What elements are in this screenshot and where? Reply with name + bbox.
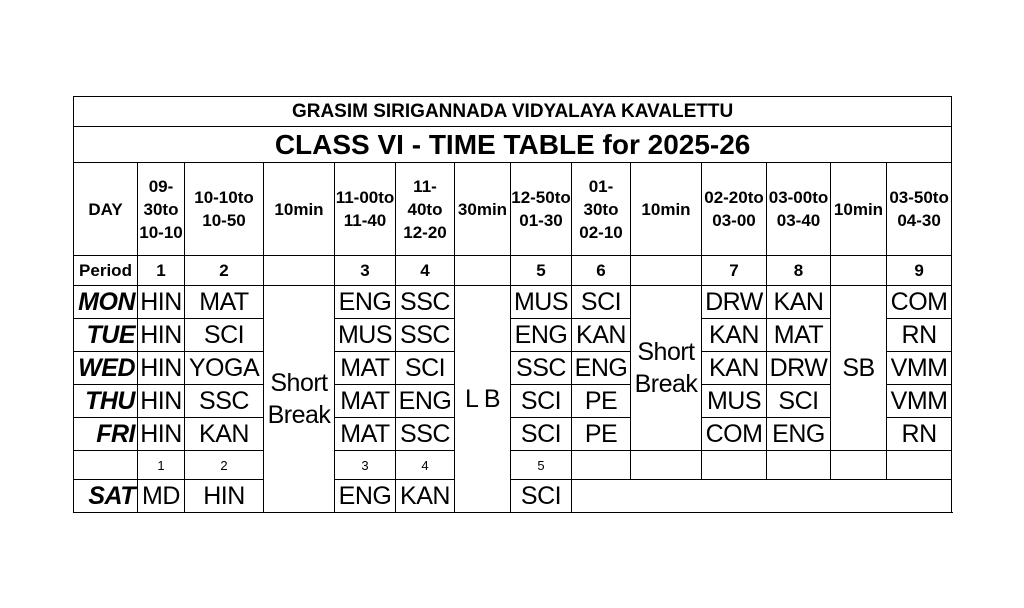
subject-cell: SSC (511, 352, 572, 385)
period-number: 3 (335, 256, 396, 286)
period-gap (264, 256, 335, 286)
short-break-2: Short Break (631, 286, 702, 451)
day-header: DAY (74, 163, 138, 256)
period-number: 8 (767, 256, 831, 286)
subject-cell: COM (887, 286, 952, 319)
school-name: GRASIM SIRIGANNADA VIDYALAYA KAVALETTU (74, 97, 952, 127)
day-name: FRI (74, 418, 138, 451)
subject-cell: MAT (185, 286, 264, 319)
empty-cell (631, 451, 702, 480)
period-gap (831, 256, 887, 286)
subject-cell: SSC (396, 418, 455, 451)
period-number: 9 (887, 256, 952, 286)
lunch-break: L B (455, 286, 511, 513)
time-slot-header: 03-00to 03-40 (767, 163, 831, 256)
subject-cell: DRW (767, 352, 831, 385)
subject-cell: PE (572, 385, 631, 418)
time-slot-header: 11-00to 11-40 (335, 163, 396, 256)
subject-cell: KAN (702, 319, 767, 352)
subject-cell: SSC (185, 385, 264, 418)
subject-cell: KAN (702, 352, 767, 385)
period-number: 2 (185, 451, 264, 480)
empty-cell (887, 451, 952, 480)
subject-cell: KAN (767, 286, 831, 319)
period-number: 3 (335, 451, 396, 480)
day-name: TUE (74, 319, 138, 352)
day-row-fri (74, 418, 952, 451)
subject-cell: MD (138, 480, 185, 513)
subject-cell: MAT (335, 418, 396, 451)
day-row-sat (74, 480, 952, 513)
day-row-thu (74, 385, 952, 418)
period-label: Period (74, 256, 138, 286)
period-number: 2 (185, 256, 264, 286)
empty-cell (831, 451, 887, 480)
period-number: 7 (702, 256, 767, 286)
subject-cell: ENG (335, 480, 396, 513)
page-title: CLASS VI - TIME TABLE for 2025-26 (74, 127, 952, 163)
period-gap (631, 256, 702, 286)
time-slot-header: 10-10to 10-50 (185, 163, 264, 256)
day-name: MON (74, 286, 138, 319)
empty-cell (767, 451, 831, 480)
subject-cell: ENG (767, 418, 831, 451)
time-slot-header: 02-20to 03-00 (702, 163, 767, 256)
subject-cell: MAT (335, 352, 396, 385)
break-duration-header: 10min (264, 163, 335, 256)
period-number: 6 (572, 256, 631, 286)
time-slot-header: 11-40to 12-20 (396, 163, 455, 256)
subject-cell: HIN (138, 286, 185, 319)
subject-cell: KAN (185, 418, 264, 451)
subject-cell: HIN (138, 352, 185, 385)
subject-cell: HIN (138, 319, 185, 352)
empty-cell (572, 451, 631, 480)
timetable (73, 96, 952, 513)
subject-cell: YOGA (185, 352, 264, 385)
subject-cell: KAN (572, 319, 631, 352)
period-number: 4 (396, 451, 455, 480)
subject-cell: SCI (767, 385, 831, 418)
short-break-1: Short Break (264, 286, 335, 513)
subject-cell: ENG (511, 319, 572, 352)
subject-cell: VMM (887, 352, 952, 385)
day-row-tue (74, 319, 952, 352)
period-number: 5 (511, 256, 572, 286)
period-number: 4 (396, 256, 455, 286)
subject-cell: DRW (702, 286, 767, 319)
subject-cell: MAT (767, 319, 831, 352)
time-header-row (74, 163, 952, 256)
day-name: WED (74, 352, 138, 385)
subject-cell: MUS (511, 286, 572, 319)
subject-cell: SCI (511, 480, 572, 513)
subject-cell: VMM (887, 385, 952, 418)
period-number: 1 (138, 451, 185, 480)
subject-cell: HIN (138, 385, 185, 418)
time-slot-header: 12-50to 01-30 (511, 163, 572, 256)
break-duration-header: 10min (631, 163, 702, 256)
subject-cell: MAT (335, 385, 396, 418)
subject-cell: HIN (185, 480, 264, 513)
subject-cell: COM (702, 418, 767, 451)
break-duration-header: 10min (831, 163, 887, 256)
subject-cell: ENG (335, 286, 396, 319)
time-slot-header: 01-30to 02-10 (572, 163, 631, 256)
empty-cell (702, 451, 767, 480)
subject-cell: SSC (396, 286, 455, 319)
subject-cell: SCI (396, 352, 455, 385)
saturday-period-row (74, 451, 952, 480)
break-duration-header: 30min (455, 163, 511, 256)
period-number: 5 (511, 451, 572, 480)
subject-cell: MUS (335, 319, 396, 352)
period-gap (455, 256, 511, 286)
subject-cell: ENG (396, 385, 455, 418)
time-slot-header: 09-30to 10-10 (138, 163, 185, 256)
subject-cell: RN (887, 418, 952, 451)
subject-cell: SSC (396, 319, 455, 352)
subject-cell: KAN (396, 480, 455, 513)
subject-cell: PE (572, 418, 631, 451)
time-slot-header: 03-50to 04-30 (887, 163, 952, 256)
subject-cell: SCI (511, 418, 572, 451)
period-number: 1 (138, 256, 185, 286)
day-row-wed (74, 352, 952, 385)
subject-cell: SCI (185, 319, 264, 352)
day-name: SAT (74, 480, 138, 513)
day-row-mon (74, 286, 952, 319)
subject-cell: SCI (572, 286, 631, 319)
period-row (74, 256, 952, 286)
empty-cell (74, 451, 138, 480)
subject-cell: RN (887, 319, 952, 352)
day-name: THU (74, 385, 138, 418)
subject-cell: ENG (572, 352, 631, 385)
subject-cell: HIN (138, 418, 185, 451)
subject-cell: SCI (511, 385, 572, 418)
subject-cell: MUS (702, 385, 767, 418)
empty-cell (572, 480, 952, 513)
sb-break: SB (831, 286, 887, 451)
